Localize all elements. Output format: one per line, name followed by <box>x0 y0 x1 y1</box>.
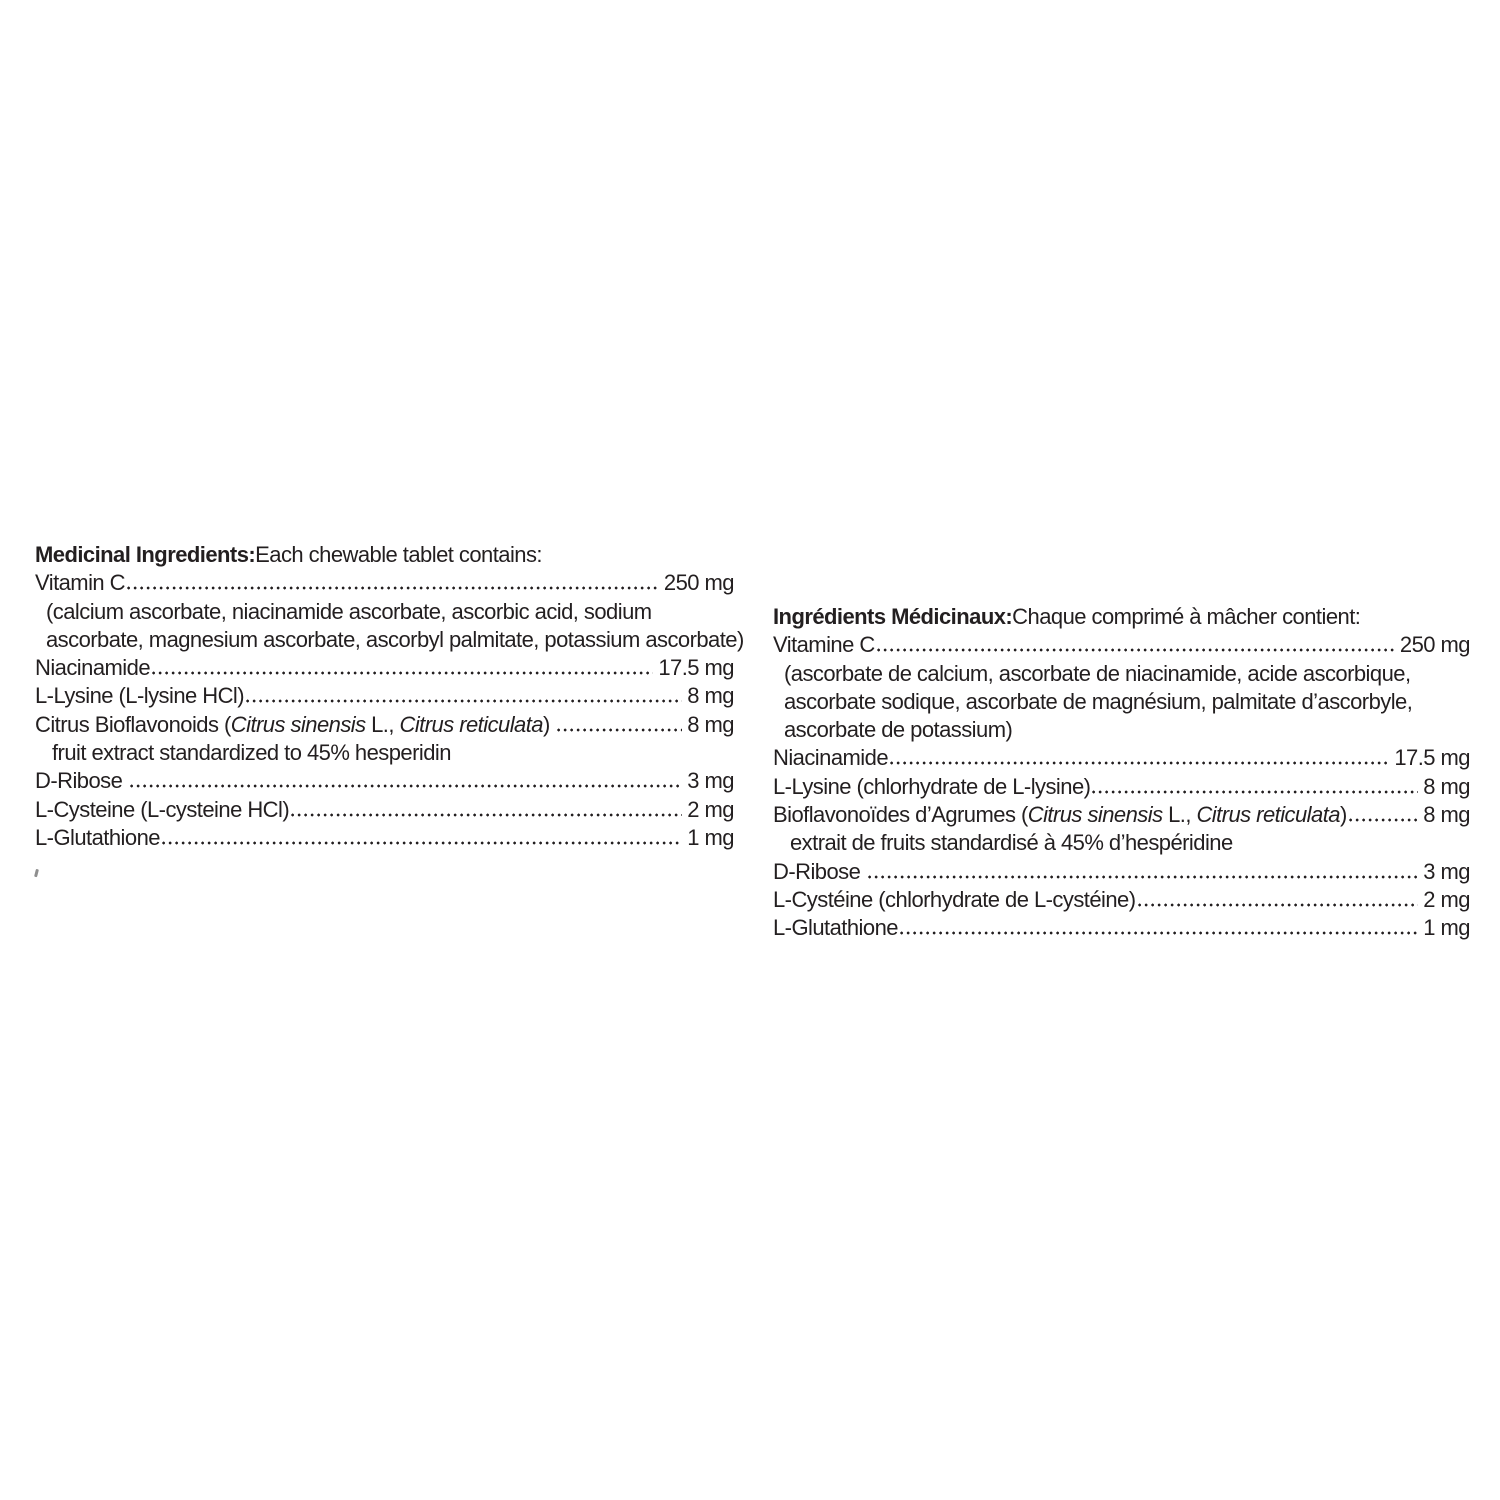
panel-header-french <box>773 603 1470 631</box>
dot-leader <box>291 813 682 817</box>
ingredient-name <box>35 569 125 597</box>
ingredient-name <box>773 744 888 772</box>
ingredient-continuation-line <box>773 829 1470 857</box>
ingredients-panel-french <box>773 603 1470 943</box>
ingredient-continuation-line <box>773 716 1470 744</box>
dot-leader <box>246 699 682 703</box>
ingredient-name-text: L-Lysine (L-lysine HCl) <box>35 683 245 709</box>
ingredient-row <box>773 773 1470 801</box>
ingredient-row <box>35 711 734 739</box>
panel-header-title: Medicinal Ingredients: <box>35 542 256 567</box>
ingredient-amount: 8 mg <box>1423 802 1470 828</box>
ingredient-name-text: Niacinamide <box>35 655 151 681</box>
ingredient-name <box>773 631 875 659</box>
ingredient-name-text: L-Cystéine (chlorhydrate de L-cystéine) <box>773 886 1136 912</box>
ingredient-amount: 2 mg <box>1423 886 1470 912</box>
ingredient-name-text: D-Ribose <box>35 768 128 794</box>
ingredient-continuation-line <box>35 626 744 654</box>
ingredient-name <box>773 914 898 942</box>
ingredient-amount: 3 mg <box>1423 858 1470 884</box>
ingredient-name-text: L., <box>365 711 400 737</box>
ingredient-amount: 3 mg <box>687 768 734 794</box>
dot-leader <box>162 841 682 845</box>
ingredient-row <box>773 744 1470 772</box>
ingredient-row <box>35 796 734 824</box>
latin-species-name: Citrus reticulata <box>399 711 543 737</box>
ingredient-name <box>35 796 289 824</box>
ingredient-name <box>35 824 160 852</box>
ingredient-row <box>35 654 734 682</box>
ingredient-name-text: L., <box>1162 802 1197 828</box>
continuation-text: fruit extract standardized to 45% hesperidin <box>52 740 451 766</box>
ingredient-name-text: ) <box>1339 802 1347 828</box>
ingredient-name <box>773 801 1347 829</box>
panel-header-subtitle: Each chewable tablet contains: <box>255 542 542 567</box>
ingredient-continuation-line <box>35 739 734 767</box>
ingredient-amount: 250 mg <box>1399 632 1470 658</box>
ingredient-name <box>35 682 244 710</box>
ingredient-name <box>773 858 866 886</box>
latin-species-name: Citrus sinensis <box>230 711 366 737</box>
dot-leader <box>890 761 1389 765</box>
dot-leader <box>1138 903 1419 907</box>
ingredient-row <box>773 801 1470 829</box>
ingredient-continuation-line <box>35 598 734 626</box>
panel-header-title: Ingrédients Médicinaux: <box>773 604 1013 629</box>
ingredient-rows-french <box>773 631 1470 942</box>
ingredient-continuation-line <box>773 688 1470 716</box>
ingredient-amount: 250 mg <box>663 570 734 596</box>
continuation-text: ascorbate, magnesium ascorbate, ascorbyl palmitate, potassium ascorbate) <box>46 626 744 652</box>
continuation-text: ascorbate sodique, ascorbate de magnésium, palmitate d’ascorbyle, <box>784 688 1413 714</box>
ingredient-name-text: Citrus Bioflavonoids ( <box>35 711 231 737</box>
dot-leader <box>557 728 682 732</box>
ingredient-name <box>35 654 150 682</box>
latin-species-name: Citrus sinensis <box>1027 802 1163 828</box>
ingredient-name <box>773 773 1090 801</box>
dot-leader <box>1349 818 1419 822</box>
ingredient-amount: 1 mg <box>1423 915 1470 941</box>
stray-mark <box>34 869 38 877</box>
ingredient-name-text: ) <box>542 711 556 737</box>
dot-leader <box>1092 790 1418 794</box>
continuation-text: extrait de fruits standardisé à 45% d’hespéridine <box>790 830 1233 856</box>
ingredient-row <box>35 767 734 795</box>
ingredient-amount: 8 mg <box>687 711 734 737</box>
latin-species-name: Citrus reticulata <box>1196 802 1340 828</box>
panel-header-subtitle: Chaque comprimé à mâcher contient: <box>1012 604 1361 629</box>
ingredient-rows-english <box>35 569 744 852</box>
ingredient-row <box>773 914 1470 942</box>
dot-leader <box>900 931 1418 935</box>
dot-leader <box>127 586 659 590</box>
ingredient-name <box>35 767 128 795</box>
ingredient-row <box>773 886 1470 914</box>
ingredient-amount: 17.5 mg <box>658 655 734 681</box>
ingredient-row <box>35 824 734 852</box>
ingredient-name-text: D-Ribose <box>773 858 866 884</box>
ingredient-name-text: Niacinamide <box>773 745 889 771</box>
ingredient-name <box>35 711 555 739</box>
ingredient-name-text: L-Cysteine (L-cysteine HCl) <box>35 796 290 822</box>
ingredient-amount: 2 mg <box>687 796 734 822</box>
ingredient-amount: 8 mg <box>687 683 734 709</box>
ingredient-name-text: L-Glutathione <box>773 915 898 941</box>
ingredient-name-text: Vitamin C <box>35 570 126 596</box>
continuation-text: (calcium ascorbate, niacinamide ascorbate, ascorbic acid, sodium <box>46 598 652 624</box>
ingredient-amount: 8 mg <box>1423 773 1470 799</box>
ingredient-row <box>35 682 734 710</box>
dot-leader <box>877 648 1395 652</box>
ingredient-continuation-line <box>773 660 1470 688</box>
panel-header-english <box>35 541 734 569</box>
ingredient-row <box>773 858 1470 886</box>
ingredient-name-text: Vitamine C <box>773 632 875 658</box>
ingredient-name-text: Bioflavonoïdes d’Agrumes ( <box>773 802 1028 828</box>
ingredient-amount: 17.5 mg <box>1394 745 1470 771</box>
dot-leader <box>868 875 1418 879</box>
dot-leader <box>130 784 682 788</box>
continuation-text: (ascorbate de calcium, ascorbate de niacinamide, acide ascorbique, <box>784 660 1411 686</box>
ingredient-name-text: L-Lysine (chlorhydrate de L-lysine) <box>773 773 1091 799</box>
ingredient-name-text: L-Glutathione <box>35 824 160 850</box>
ingredient-name <box>773 886 1136 914</box>
ingredient-row <box>35 569 734 597</box>
ingredient-amount: 1 mg <box>687 824 734 850</box>
ingredient-row <box>773 631 1470 659</box>
dot-leader <box>152 671 653 675</box>
continuation-text: ascorbate de potassium) <box>784 717 1013 743</box>
ingredients-panel-english <box>35 541 744 852</box>
